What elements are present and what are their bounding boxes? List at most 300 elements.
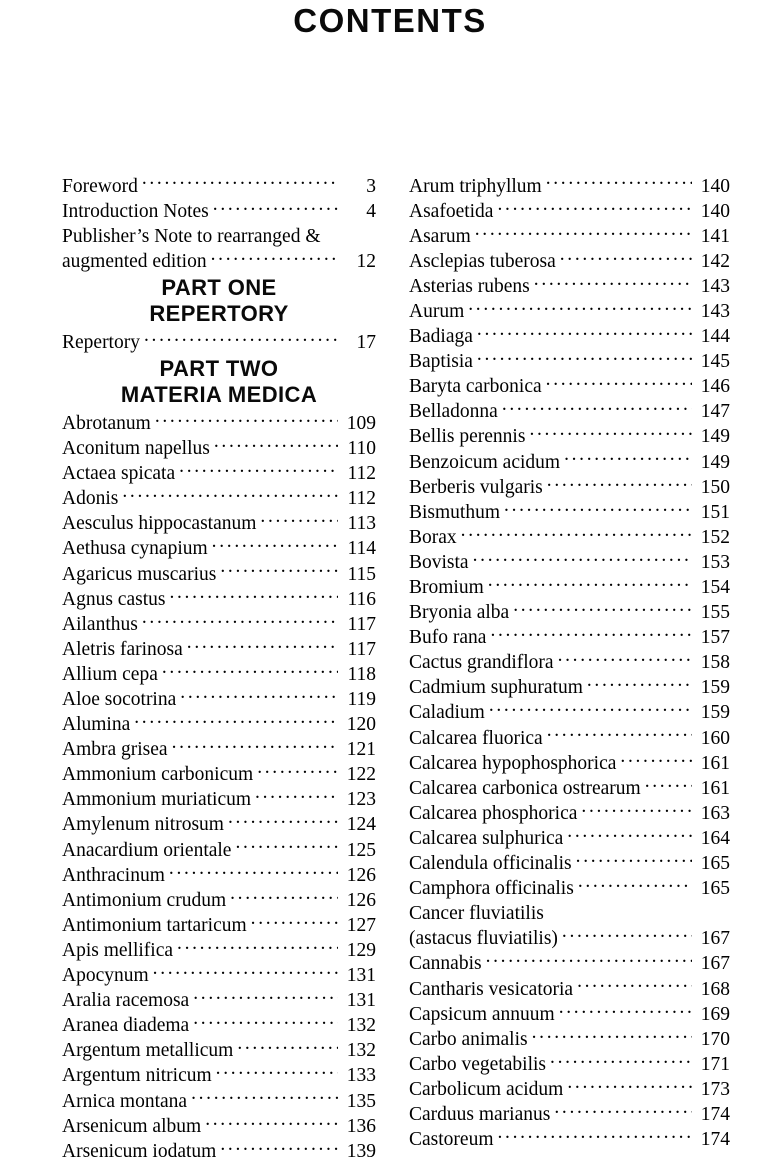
toc-entry-title: Aranea diadema (62, 1015, 190, 1037)
toc-leader-dots (153, 962, 338, 982)
toc-entry[interactable] (62, 861, 376, 886)
toc-page-number: 4 (366, 200, 376, 222)
toc-leader-dots (547, 724, 692, 744)
toc-page-number: 163 (700, 802, 730, 824)
toc-entry-title: Anacardium orientale (62, 839, 232, 861)
toc-leader-dots (191, 1087, 338, 1107)
toc-leader-dots (473, 548, 692, 568)
toc-page-number: 125 (346, 839, 376, 861)
toc-entry-title: Aesculus hippocastanum (62, 513, 257, 535)
toc-leader-dots (497, 1126, 692, 1146)
toc-entry[interactable] (409, 724, 730, 749)
toc-entry-title: Ammonium carbonicum (62, 764, 254, 786)
toc-page-number: 121 (346, 739, 376, 761)
toc-leader-dots (235, 836, 338, 856)
toc-leader-dots (228, 811, 338, 831)
toc-page-number: 140 (700, 175, 730, 197)
toc-entry-title: Baryta carbonica (409, 376, 542, 398)
toc-left-column (62, 172, 376, 1162)
toc-entry-title: Cadmium suphuratum (409, 677, 583, 699)
toc-entry[interactable] (409, 222, 730, 247)
toc-entry[interactable] (62, 786, 376, 811)
toc-entry-title: Aloe socotrina (62, 689, 177, 710)
toc-entry[interactable] (409, 348, 730, 373)
toc-page-number: 120 (346, 714, 376, 736)
toc-page-number: 119 (347, 689, 376, 710)
toc-entry[interactable] (62, 711, 376, 736)
toc-page-number: 152 (700, 526, 730, 548)
toc-entry-title: Calcarea fluorica (409, 727, 543, 749)
toc-leader-dots (212, 535, 338, 555)
toc-leader-dots (211, 247, 338, 267)
toc-leader-dots (645, 774, 692, 794)
toc-page-number: 113 (347, 513, 376, 535)
toc-entry[interactable] (409, 850, 730, 875)
toc-leader-dots (122, 485, 338, 505)
toc-page-number: 133 (346, 1065, 376, 1087)
toc-page-number: 132 (346, 1040, 376, 1062)
toc-leader-dots (325, 222, 373, 242)
toc-page-number: 123 (346, 789, 376, 811)
toc-leader-dots (179, 460, 338, 480)
toc-entry-title: Carbo animalis (409, 1028, 528, 1050)
toc-page-number: 174 (700, 1103, 730, 1125)
toc-entry[interactable] (409, 297, 730, 322)
toc-entry[interactable] (62, 987, 376, 1012)
toc-leader-dots (532, 1025, 692, 1045)
toc-entry-title: Adonis (62, 488, 119, 510)
part-one-entry-list (62, 328, 376, 353)
toc-entry-title: Baptisia (409, 351, 473, 373)
toc-leader-dots (560, 247, 692, 267)
toc-page-number: 169 (700, 1003, 730, 1025)
toc-entry-title: Calcarea hypophosphorica (409, 752, 617, 774)
toc-page-number: 143 (700, 275, 730, 297)
toc-leader-dots (477, 348, 692, 368)
toc-entry[interactable] (409, 172, 730, 197)
toc-leader-dots (486, 950, 692, 970)
toc-leader-dots (620, 749, 692, 769)
toc-leader-dots (576, 850, 692, 870)
toc-entry[interactable] (62, 460, 376, 485)
toc-entry-title: Amylenum nitrosum (62, 814, 224, 836)
toc-entry[interactable] (409, 448, 730, 473)
toc-leader-dots (489, 699, 692, 719)
toc-page-number: 155 (700, 602, 730, 624)
toc-entry-title: Camphora officinalis (409, 878, 574, 900)
toc-entry[interactable] (409, 900, 730, 925)
toc-entry[interactable] (62, 736, 376, 761)
toc-entry[interactable] (409, 1126, 730, 1151)
toc-leader-dots (134, 711, 338, 731)
toc-leader-dots (513, 599, 692, 619)
toc-leader-dots (142, 610, 338, 630)
toc-page-number: 145 (700, 351, 730, 373)
toc-entry-title: Cancer fluviatilis (409, 903, 544, 925)
toc-leader-dots (257, 761, 338, 781)
toc-page-number: 117 (347, 638, 376, 660)
toc-page-number: 154 (700, 577, 730, 598)
toc-entry[interactable] (62, 585, 376, 610)
toc-leader-dots (142, 172, 338, 192)
toc-entry[interactable] (409, 649, 730, 674)
toc-page-number: 147 (700, 401, 730, 423)
toc-leader-dots (255, 786, 338, 806)
toc-page-number: 117 (347, 613, 376, 635)
toc-entry[interactable] (62, 911, 376, 936)
toc-entry[interactable] (62, 1087, 376, 1112)
toc-entry[interactable] (409, 398, 730, 423)
toc-entry-title: Aletris farinosa (62, 638, 183, 660)
toc-leader-dots (547, 473, 692, 493)
toc-entry-title: Carbo vegetabilis (409, 1053, 547, 1075)
toc-page-number: 153 (700, 551, 730, 573)
toc-leader-dots (144, 328, 338, 348)
toc-page-number: 165 (700, 878, 730, 900)
toc-entry[interactable] (409, 699, 730, 724)
toc-entry-title: Borax (409, 526, 457, 548)
toc-entry[interactable] (409, 799, 730, 824)
toc-leader-dots (477, 323, 692, 343)
toc-entry-title: Foreword (62, 175, 138, 197)
toc-entry-title: Asclepias tuberosa (409, 250, 556, 272)
toc-entry[interactable] (62, 660, 376, 685)
toc-entry-title: Aurum (409, 300, 465, 322)
toc-entry[interactable] (409, 523, 730, 548)
toc-page-number: 114 (347, 538, 376, 560)
toc-entry-title: Arsenicum album (62, 1115, 202, 1137)
toc-entry[interactable] (62, 409, 376, 434)
toc-page-number: 159 (700, 677, 730, 699)
toc-page-number: 170 (700, 1028, 730, 1050)
toc-entry-title: Bismuthum (409, 501, 501, 523)
toc-page-number: 161 (700, 777, 730, 799)
toc-leader-dots (187, 635, 338, 655)
toc-entry-title: augmented edition (62, 250, 207, 272)
toc-leader-dots (172, 736, 338, 756)
toc-page-number: 149 (700, 451, 730, 473)
toc-entry-title: Repertory (62, 331, 140, 353)
toc-entry-title: Antimonium tartaricum (62, 914, 247, 936)
toc-page-number: 124 (346, 814, 376, 836)
toc-entry[interactable] (62, 610, 376, 635)
toc-entry[interactable] (409, 1075, 730, 1100)
toc-entry[interactable] (62, 560, 376, 585)
toc-page-number: 144 (700, 326, 730, 348)
toc-entry[interactable] (62, 328, 376, 353)
toc-entry[interactable] (409, 247, 730, 272)
toc-leader-dots (587, 674, 692, 694)
toc-entry-title: Bromium (409, 577, 484, 598)
toc-entry-title: Alumina (62, 714, 131, 736)
toc-entry-title: Argentum metallicum (62, 1040, 234, 1062)
toc-page-number: 131 (346, 990, 376, 1012)
toc-page-number: 126 (346, 889, 376, 911)
part-one-subtitle: REPERTORY (149, 300, 289, 326)
toc-entry-title: Aethusa cynapium (62, 538, 208, 560)
toc-entry-title: Ailanthus (62, 613, 138, 635)
toc-entry-title: Bellis perennis (409, 426, 526, 448)
toc-leader-dots (193, 1012, 338, 1032)
toc-entry-title: (astacus fluviatilis) (409, 928, 558, 950)
toc-leader-dots (490, 624, 692, 644)
toc-entry-title: Cannabis (409, 953, 482, 975)
toc-leader-dots (177, 936, 338, 956)
toc-leader-dots (581, 799, 692, 819)
toc-entry[interactable] (409, 574, 730, 599)
toc-page-number: 131 (346, 965, 376, 987)
toc-leader-dots (237, 1037, 338, 1057)
toc-leader-dots (230, 886, 338, 906)
toc-entry[interactable] (409, 373, 730, 398)
toc-leader-dots (155, 409, 338, 429)
toc-entry[interactable] (62, 247, 376, 272)
toc-entry-title: Ammonium muriaticum (62, 789, 252, 811)
toc-leader-dots (497, 197, 692, 217)
toc-page-number: 174 (700, 1129, 730, 1151)
toc-entry[interactable] (409, 498, 730, 523)
toc-page-number: 159 (700, 702, 730, 724)
toc-entry[interactable] (409, 975, 730, 1000)
toc-leader-dots (534, 272, 692, 292)
toc-entry-title: Asarum (409, 225, 471, 247)
toc-entry-title: Abrotanum (62, 412, 151, 434)
toc-page-number: 167 (700, 928, 730, 950)
toc-entry[interactable] (62, 936, 376, 961)
toc-entry[interactable] (62, 172, 376, 197)
toc-entry[interactable] (409, 1000, 730, 1025)
toc-leader-dots (562, 925, 692, 945)
toc-leader-dots (546, 373, 692, 393)
toc-page-number: 135 (346, 1090, 376, 1112)
toc-entry[interactable] (409, 875, 730, 900)
toc-leader-dots (502, 398, 692, 418)
toc-entry[interactable] (62, 510, 376, 535)
toc-entry[interactable] (409, 925, 730, 950)
toc-entry-title: Arum triphyllum (409, 175, 542, 197)
toc-page-number: 171 (700, 1053, 730, 1075)
toc-entry[interactable] (62, 962, 376, 987)
toc-page-number: 167 (700, 953, 730, 975)
part-one-heading (62, 272, 376, 328)
toc-entry-title: Apocynum (62, 965, 149, 987)
materia-medica-list-left (62, 409, 376, 1162)
toc-page-number: 126 (346, 864, 376, 886)
toc-leader-dots (468, 297, 692, 317)
toc-page-number: 136 (346, 1115, 376, 1137)
toc-entry[interactable] (62, 435, 376, 460)
toc-page-number: 158 (700, 652, 730, 674)
toc-entry-title: Asterias rubens (409, 275, 530, 297)
toc-entry[interactable] (409, 1025, 730, 1050)
toc-entry[interactable] (409, 548, 730, 573)
toc-entry[interactable] (62, 886, 376, 911)
toc-leader-dots (213, 197, 338, 217)
toc-leader-dots (461, 523, 692, 543)
toc-entry-title: Arnica montana (62, 1090, 188, 1112)
toc-entry-title: Agaricus muscarius (62, 563, 217, 585)
toc-entry-title: Ambra grisea (62, 739, 168, 761)
toc-leader-dots (169, 585, 338, 605)
toc-entry[interactable] (409, 1050, 730, 1075)
toc-page-number: 160 (700, 727, 730, 749)
toc-entry[interactable] (409, 749, 730, 774)
toc-entry[interactable] (409, 272, 730, 297)
toc-entry-title: Castoreum (409, 1129, 494, 1151)
toc-page-number: 3 (366, 175, 376, 197)
toc-entry[interactable] (409, 473, 730, 498)
toc-entry-title: Aralia racemosa (62, 990, 190, 1012)
toc-leader-dots (475, 222, 692, 242)
toc-entry[interactable] (409, 624, 730, 649)
toc-leader-dots (567, 1075, 692, 1095)
toc-entry-title: Anthracinum (62, 864, 165, 886)
toc-page-number: 164 (700, 827, 730, 849)
toc-entry[interactable] (62, 635, 376, 660)
toc-leader-dots (529, 423, 692, 443)
toc-entry[interactable] (409, 824, 730, 849)
toc-entry-title: Carbolicum acidum (409, 1078, 564, 1100)
toc-entry-title: Berberis vulgaris (409, 476, 543, 498)
toc-entry[interactable] (62, 1137, 376, 1162)
toc-entry[interactable] (409, 774, 730, 799)
toc-leader-dots (577, 975, 692, 995)
toc-leader-dots (220, 1137, 338, 1157)
toc-leader-dots (546, 172, 692, 192)
toc-entry-title: Cactus grandiflora (409, 652, 554, 674)
toc-entry-title: Badiaga (409, 326, 473, 348)
toc-page-number: 122 (346, 764, 376, 786)
toc-entry[interactable] (409, 1100, 730, 1125)
toc-entry[interactable] (62, 197, 376, 222)
toc-entry-title: Calendula officinalis (409, 853, 572, 875)
toc-leader-dots (488, 574, 692, 594)
toc-page-number: 151 (700, 501, 730, 523)
toc-page-number: 132 (346, 1015, 376, 1037)
part-two-label: PART TWO (159, 356, 279, 382)
toc-entry[interactable] (409, 674, 730, 699)
toc-page-number: 139 (346, 1140, 376, 1162)
toc-page-number: 17 (356, 331, 376, 353)
toc-entry[interactable] (62, 686, 376, 711)
toc-entry-title: Antimonium crudum (62, 889, 227, 911)
toc-leader-dots (216, 1062, 338, 1082)
toc-leader-dots (559, 1000, 692, 1020)
toc-entry-title: Arsenicum iodatum (62, 1140, 217, 1162)
toc-entry[interactable] (62, 1112, 376, 1137)
toc-leader-dots (220, 560, 338, 580)
page-title: CONTENTS (293, 2, 487, 39)
toc-entry[interactable] (62, 761, 376, 786)
toc-leader-dots (214, 435, 338, 455)
part-one-label: PART ONE (161, 275, 277, 301)
toc-leader-dots (554, 1100, 692, 1120)
toc-page-number: 116 (347, 588, 376, 610)
toc-entry[interactable] (62, 1037, 376, 1062)
toc-entry[interactable] (62, 222, 376, 247)
toc-entry[interactable] (409, 599, 730, 624)
toc-entry[interactable] (409, 950, 730, 975)
toc-entry[interactable] (62, 1012, 376, 1037)
toc-entry[interactable] (62, 535, 376, 560)
toc-entry[interactable] (62, 836, 376, 861)
toc-page-number: 112 (347, 488, 376, 510)
toc-entry-title: Bovista (409, 551, 469, 573)
toc-entry-title: Argentum nitricum (62, 1065, 212, 1087)
toc-page-number: 140 (700, 200, 730, 222)
toc-page-number: 173 (700, 1078, 730, 1100)
toc-leader-dots (251, 911, 338, 931)
toc-entry-title: Caladium (409, 702, 485, 724)
toc-page-number: 110 (347, 438, 376, 460)
toc-entry[interactable] (62, 485, 376, 510)
toc-entry[interactable] (409, 197, 730, 222)
toc-leader-dots (260, 510, 338, 530)
toc-page-number: 161 (700, 752, 730, 774)
toc-entry-title: Capsicum annuum (409, 1003, 555, 1025)
toc-page-number: 165 (700, 853, 730, 875)
toc-entry[interactable] (62, 811, 376, 836)
toc-page-number: 127 (346, 914, 376, 936)
toc-entry-title: Introduction Notes (62, 200, 209, 222)
toc-page-number: 150 (700, 476, 730, 498)
part-two-heading (62, 353, 376, 409)
toc-page-number: 109 (346, 412, 376, 434)
toc-entry-title: Allium cepa (62, 663, 158, 685)
toc-entry-title: Publisher’s Note to rearranged & (62, 225, 321, 247)
toc-page-number: 129 (346, 939, 376, 961)
toc-entry-title: Bryonia alba (409, 602, 510, 624)
toc-entry-title: Calcarea carbonica ostrearum (409, 777, 641, 799)
toc-page-number: 168 (700, 978, 730, 1000)
toc-leader-dots (205, 1112, 338, 1132)
part-two-subtitle: MATERIA MEDICA (120, 381, 318, 407)
toc-entry-title: Asafoetida (409, 200, 494, 222)
toc-right-column (409, 172, 730, 1151)
toc-entry-title: Carduus marianus (409, 1103, 551, 1125)
toc-page-number: 12 (356, 250, 376, 272)
toc-page-number: 157 (700, 627, 730, 649)
toc-leader-dots (564, 448, 692, 468)
toc-page-number: 112 (347, 463, 376, 485)
toc-entry-title: Belladonna (409, 401, 498, 423)
toc-leader-dots (169, 861, 338, 881)
toc-leader-dots (578, 875, 692, 895)
front-matter-list (62, 172, 376, 272)
toc-leader-dots (193, 987, 338, 1007)
toc-leader-dots (567, 824, 692, 844)
toc-entry-title: Calcarea sulphurica (409, 827, 564, 849)
toc-entry[interactable] (409, 423, 730, 448)
toc-leader-dots (550, 1050, 692, 1070)
toc-entry-title: Actaea spicata (62, 463, 176, 485)
toc-entry[interactable] (409, 323, 730, 348)
toc-page-number: 143 (700, 300, 730, 322)
toc-page-number: 142 (700, 250, 730, 272)
toc-leader-dots (180, 686, 338, 706)
toc-page-number: 115 (347, 563, 376, 585)
toc-entry-title: Cantharis vesicatoria (409, 978, 574, 1000)
toc-entry-title: Agnus castus (62, 588, 166, 610)
toc-entry[interactable] (62, 1062, 376, 1087)
toc-entry-title: Aconitum napellus (62, 438, 210, 460)
toc-entry-title: Calcarea phosphorica (409, 802, 578, 824)
toc-entry-title: Bufo rana (409, 627, 487, 649)
toc-leader-dots (504, 498, 692, 518)
toc-entry-title: Benzoicum acidum (409, 451, 561, 473)
toc-page-number: 146 (700, 376, 730, 398)
toc-leader-dots (548, 900, 726, 920)
